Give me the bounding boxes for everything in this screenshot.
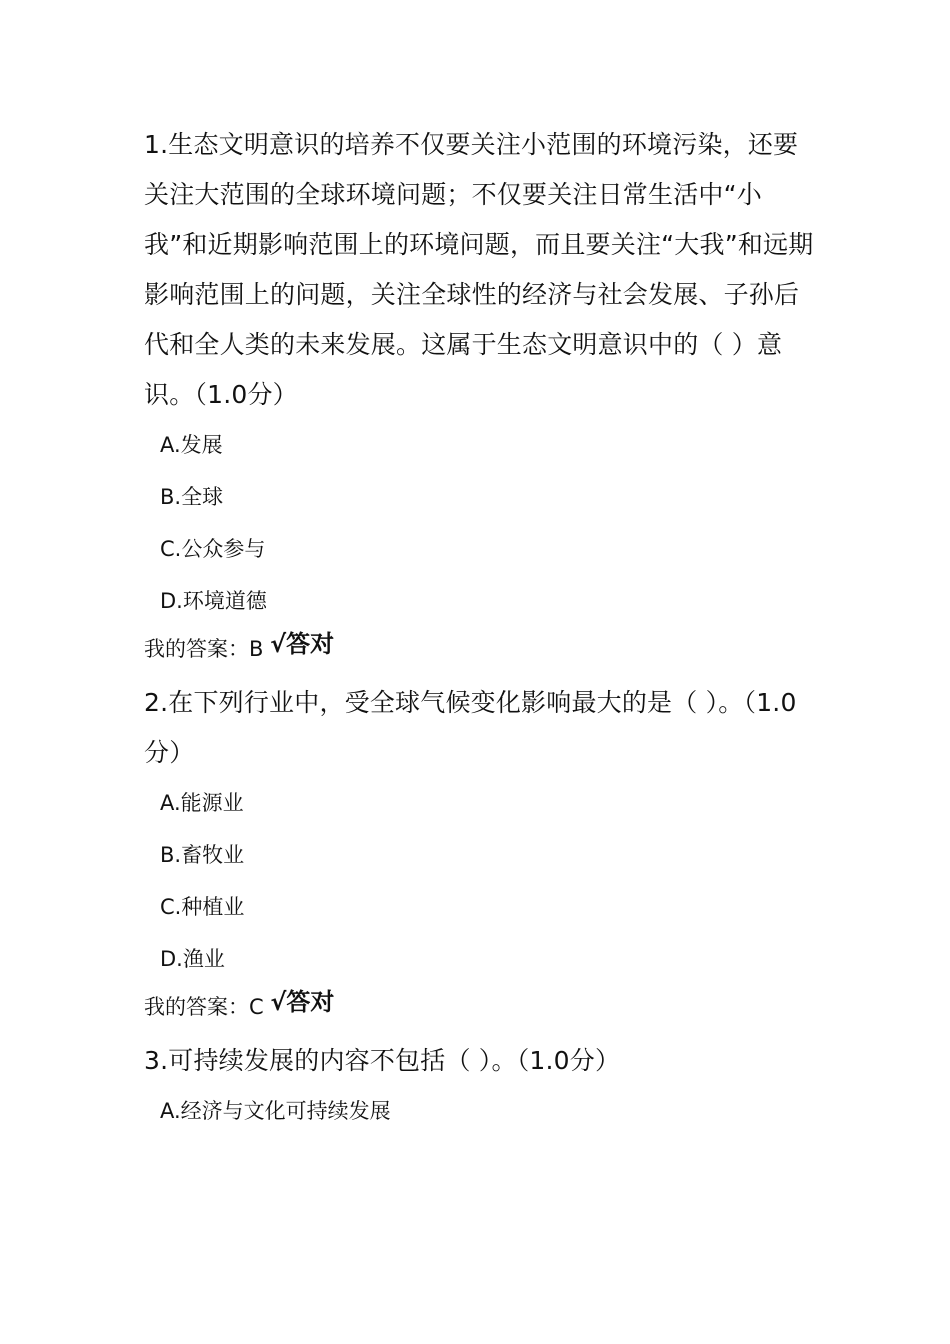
option-a[interactable]: A.经济与文化可持续发展 — [160, 1099, 391, 1123]
option-b[interactable]: B.全球 — [160, 485, 224, 509]
question-text: 1.生态文明意识的培养不仅要关注小范围的环境污染，还要关注大范围的全球环境问题；不仅要关注日常生活中“小我”和近期影响范围上的环境问题，而且要关注“大我”和远期影响范围上的问题，关注全球性的经济与社会发展、子孙后代和全人类的未来发展。这属于生态文明意识中的（ ）意识。（1.0分） — [144, 130, 814, 409]
option-b[interactable]: B.畜牧业 — [160, 843, 245, 867]
quiz-page — [144, 120, 814, 1150]
option-list — [144, 432, 814, 614]
question-block-3 — [144, 1036, 814, 1124]
answer-verdict: √答对 — [270, 988, 335, 1016]
option-a[interactable]: A.能源业 — [160, 791, 244, 815]
option-d[interactable]: D.渔业 — [160, 947, 225, 971]
answer-label: 我的答案：B — [144, 637, 264, 661]
option-c[interactable]: C.种植业 — [160, 895, 245, 919]
answer-label: 我的答案：C — [144, 995, 264, 1019]
option-list — [144, 1098, 814, 1124]
question-text: 2.在下列行业中，受全球气候变化影响最大的是（ ）。（1.0分） — [144, 688, 797, 767]
answer-verdict: √答对 — [270, 630, 335, 658]
question-block-2 — [144, 678, 814, 1034]
question-block-1 — [144, 120, 814, 676]
my-answer — [144, 988, 814, 1034]
option-a[interactable]: A.发展 — [160, 433, 223, 457]
my-answer — [144, 630, 814, 676]
option-list — [144, 790, 814, 972]
question-text: 3.可持续发展的内容不包括（ ）。（1.0分） — [144, 1046, 621, 1075]
option-d[interactable]: D.环境道德 — [160, 589, 267, 613]
option-c[interactable]: C.公众参与 — [160, 537, 266, 561]
